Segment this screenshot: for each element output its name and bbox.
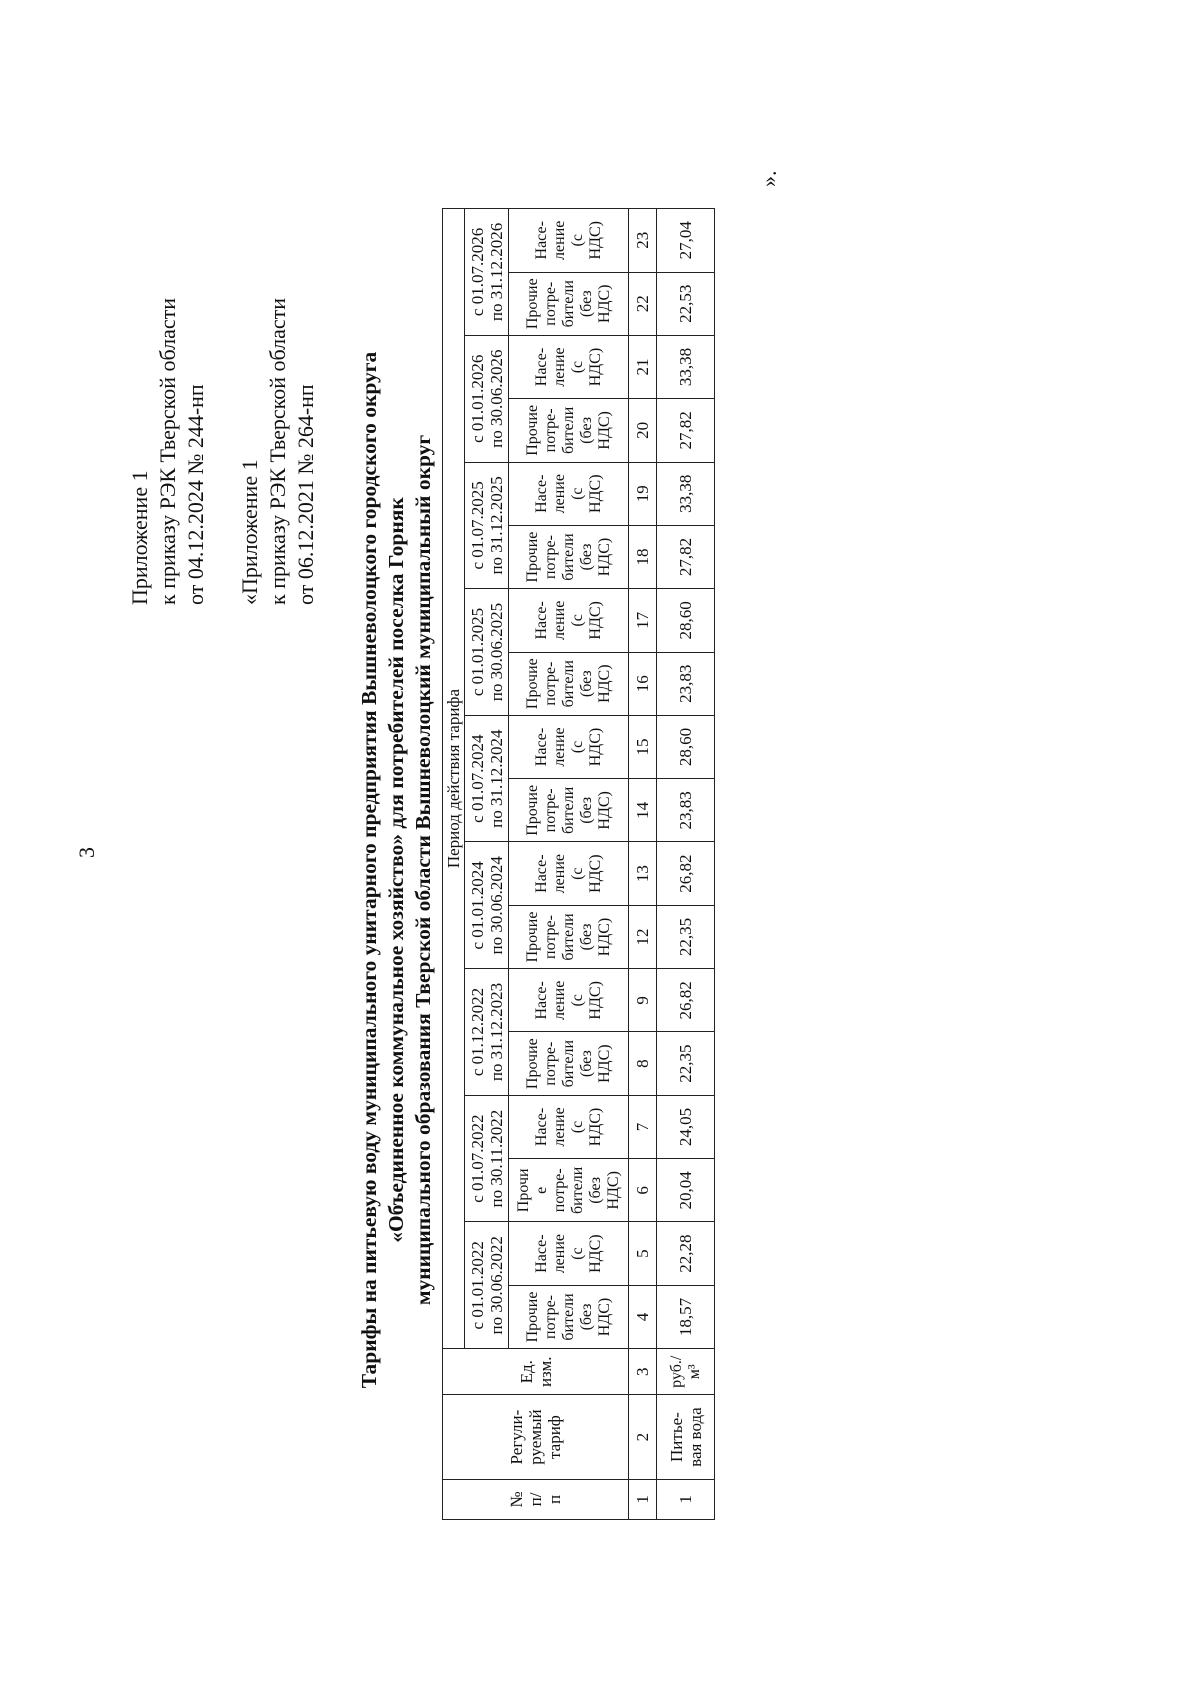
consumer-population: Насе- ление (с НДС) xyxy=(509,842,629,905)
consumer-population: Насе- ление (с НДС) xyxy=(509,462,629,525)
tariff-value: 22,28 xyxy=(657,1222,715,1285)
row-tariff-name: Питье- вая вода xyxy=(657,1395,715,1479)
consumer-other: Прочи е потре- бители (без НДС) xyxy=(509,1159,629,1222)
consumer-other: Прочие потре- бители (без НДС) xyxy=(509,1032,629,1095)
tariff-value: 18,57 xyxy=(657,1285,715,1348)
consumer-other: Прочие потре- бители (без НДС) xyxy=(509,1285,629,1348)
tariff-value: 22,53 xyxy=(657,272,715,335)
appendix-line: от 04.12.2024 № 244-нп xyxy=(183,384,208,605)
consumer-population: Насе- ление (с НДС) xyxy=(509,1222,629,1285)
tariff-value: 33,38 xyxy=(657,462,715,525)
period-cell: с 01.01.2022 по 30.06.2022 xyxy=(465,1222,509,1349)
tariff-value: 23,83 xyxy=(657,779,715,842)
header-period: Период действия тарифа xyxy=(443,209,465,1349)
tariff-table xyxy=(442,208,715,1520)
tariff-value: 24,05 xyxy=(657,1095,715,1158)
appendix-reference-old xyxy=(236,298,320,605)
period-cell: с 01.01.2024 по 30.06.2024 xyxy=(465,842,509,969)
tariff-value: 27,04 xyxy=(657,209,715,273)
appendix-line: к приказу РЭК Тверской области xyxy=(155,297,180,605)
consumer-other: Прочие потре- бители (без НДС) xyxy=(509,905,629,968)
period-cell: с 01.01.2026 по 30.06.2026 xyxy=(465,335,509,462)
tariff-value: 28,60 xyxy=(657,589,715,652)
row-unit: руб./м³ xyxy=(657,1349,715,1395)
consumer-population: Насе- ление (с НДС) xyxy=(509,589,629,652)
title-line: «Объединенное коммунальное хозяйство» для потребителей поселка Горняк xyxy=(384,497,408,1243)
tariff-value: 23,83 xyxy=(657,652,715,715)
tariff-value: 33,38 xyxy=(657,335,715,398)
header-number: № п/ п xyxy=(443,1479,629,1519)
tariff-value: 27,82 xyxy=(657,525,715,588)
consumer-other: Прочие потре- бители (без НДС) xyxy=(509,779,629,842)
consumer-group-row xyxy=(509,209,629,1520)
consumer-other: Прочие потре- бители (без НДС) xyxy=(509,399,629,462)
document-title xyxy=(356,290,437,1450)
appendix-line: к приказу РЭК Тверской области xyxy=(265,297,290,605)
consumer-population: Насе- ление (с НДС) xyxy=(509,1095,629,1158)
period-cell: с 01.07.2026 по 31.12.2026 xyxy=(465,209,509,336)
table-row xyxy=(657,209,715,1520)
appendix-line: «Приложение 1 xyxy=(237,459,262,605)
header-tariff: Регули- руемый тариф xyxy=(443,1395,629,1479)
tariff-value: 20,04 xyxy=(657,1159,715,1222)
consumer-population: Насе- ление (с НДС) xyxy=(509,335,629,398)
column-number-row: 1 2 3 4 5 6 7 8 9 12 13 14 15 16 17 18 19 20 21 22 23 xyxy=(629,209,657,1520)
consumer-population: Насе- ление (с НДС) xyxy=(509,209,629,273)
appendix-line: от 06.12.2021 № 264-нп xyxy=(293,384,318,605)
row-number: 1 xyxy=(657,1479,715,1519)
period-cell: с 01.07.2022 по 30.11.2022 xyxy=(465,1095,509,1222)
tariff-value: 26,82 xyxy=(657,842,715,905)
tariff-value: 22,35 xyxy=(657,905,715,968)
tariff-value: 27,82 xyxy=(657,399,715,462)
consumer-other: Прочие потре- бители (без НДС) xyxy=(509,652,629,715)
title-line: муниципального образования Тверской области Вышневолоцкий муниципальный округ xyxy=(411,434,435,1306)
appendix-line: Приложение 1 xyxy=(127,470,152,605)
header-unit: Ед. изм. xyxy=(443,1349,629,1395)
period-header-row xyxy=(443,209,465,1520)
consumer-population: Насе- ление (с НДС) xyxy=(509,969,629,1032)
period-cell: с 01.07.2025 по 31.12.2025 xyxy=(465,462,509,589)
appendix-reference-new xyxy=(126,298,210,605)
title-line: Тарифы на питьевую воду муниципального унитарного предприятия Вышневолоцкого городского округа xyxy=(357,351,381,1389)
period-cell: с 01.01.2025 по 30.06.2025 xyxy=(465,589,509,716)
consumer-other: Прочие потре- бители (без НДС) xyxy=(509,525,629,588)
closing-quote: ». xyxy=(756,170,781,187)
tariff-value: 26,82 xyxy=(657,969,715,1032)
consumer-other: Прочие потре- бители (без НДС) xyxy=(509,272,629,335)
period-cell: с 01.07.2024 по 31.12.2024 xyxy=(465,715,509,842)
period-dates-row xyxy=(465,209,509,1520)
period-cell: с 01.12.2022 по 31.12.2023 xyxy=(465,969,509,1096)
tariff-value: 22,35 xyxy=(657,1032,715,1095)
tariff-value: 28,60 xyxy=(657,715,715,778)
consumer-population: Насе- ление (с НДС) xyxy=(509,715,629,778)
page-number: 3 xyxy=(74,847,99,858)
